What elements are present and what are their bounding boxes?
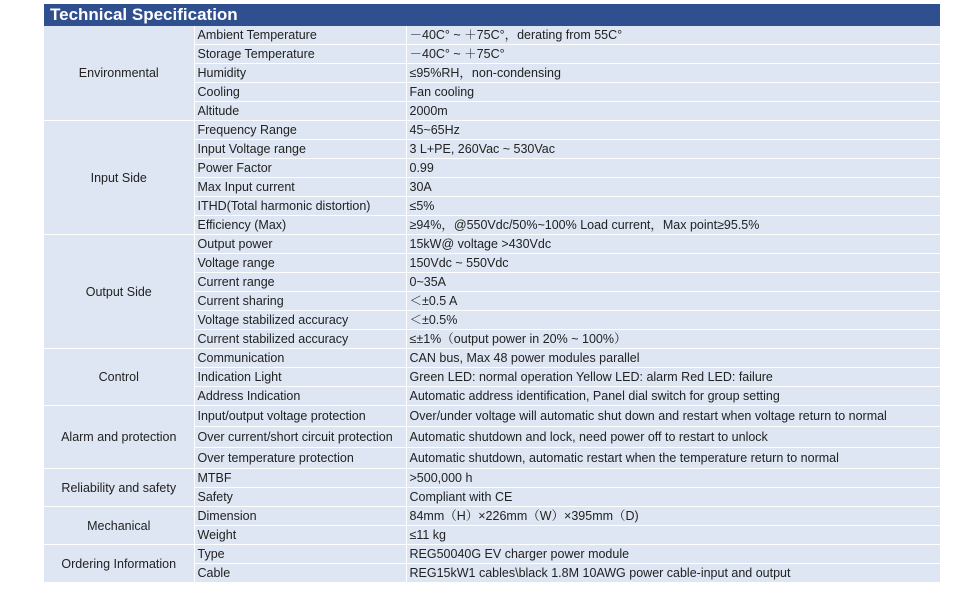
param-cell: Type xyxy=(194,545,406,564)
value-cell: ＜±0.5% xyxy=(406,311,940,330)
value-cell: 150Vdc ~ 550Vdc xyxy=(406,254,940,273)
param-cell: Power Factor xyxy=(194,159,406,178)
value-cell: REG50040G EV charger power module xyxy=(406,545,940,564)
param-cell: Current range xyxy=(194,273,406,292)
group-label: Output Side xyxy=(44,235,194,349)
table-row xyxy=(44,26,940,45)
table-row xyxy=(44,121,940,140)
param-cell: Efficiency (Max) xyxy=(194,216,406,235)
group-label: Ordering Information xyxy=(44,545,194,583)
value-cell: REG15kW1 cables\black 1.8M 10AWG power cable-input and output xyxy=(406,564,940,583)
value-cell: Automatic address identification, Panel dial switch for group setting xyxy=(406,387,940,406)
param-cell: Altitude xyxy=(194,102,406,121)
param-cell: MTBF xyxy=(194,469,406,488)
value-cell: 0~35A xyxy=(406,273,940,292)
value-cell: 3 L+PE, 260Vac ~ 530Vac xyxy=(406,140,940,159)
value-cell: 30A xyxy=(406,178,940,197)
value-cell: ≤5% xyxy=(406,197,940,216)
param-cell: Cable xyxy=(194,564,406,583)
table-row xyxy=(44,507,940,526)
value-cell: －40C° ~ ＋75C° xyxy=(406,45,940,64)
value-cell: ≤11 kg xyxy=(406,526,940,545)
group-label: Input Side xyxy=(44,121,194,235)
value-cell: Over/under voltage will automatic shut down and restart when voltage return to normal xyxy=(406,406,940,427)
param-cell: Humidity xyxy=(194,64,406,83)
spec-table-body xyxy=(44,26,940,583)
table-row xyxy=(44,349,940,368)
param-cell: Voltage range xyxy=(194,254,406,273)
param-cell: Current sharing xyxy=(194,292,406,311)
param-cell: Weight xyxy=(194,526,406,545)
param-cell: Current stabilized accuracy xyxy=(194,330,406,349)
group-label: Alarm and protection xyxy=(44,406,194,469)
param-cell: ITHD(Total harmonic distortion) xyxy=(194,197,406,216)
value-cell: Automatic shutdown, automatic restart when the temperature return to normal xyxy=(406,448,940,469)
param-cell: Voltage stabilized accuracy xyxy=(194,311,406,330)
param-cell: Over current/short circuit protection xyxy=(194,427,406,448)
param-cell: Frequency Range xyxy=(194,121,406,140)
table-row xyxy=(44,469,940,488)
value-cell: ≤95%RH，non-condensing xyxy=(406,64,940,83)
param-cell: Address Indication xyxy=(194,387,406,406)
table-row xyxy=(44,406,940,427)
group-label: Mechanical xyxy=(44,507,194,545)
value-cell: 45~65Hz xyxy=(406,121,940,140)
param-cell: Input/output voltage protection xyxy=(194,406,406,427)
value-cell: Fan cooling xyxy=(406,83,940,102)
page-title: Technical Specification xyxy=(44,4,940,26)
param-cell: Indication Light xyxy=(194,368,406,387)
param-cell: Output power xyxy=(194,235,406,254)
value-cell: 84mm（H）×226mm（W）×395mm（D) xyxy=(406,507,940,526)
table-row xyxy=(44,545,940,564)
table-row xyxy=(44,235,940,254)
value-cell: CAN bus, Max 48 power modules parallel xyxy=(406,349,940,368)
value-cell: －40C° ~ ＋75C°，derating from 55C° xyxy=(406,26,940,45)
param-cell: Over temperature protection xyxy=(194,448,406,469)
group-label: Reliability and safety xyxy=(44,469,194,507)
value-cell: ≤±1%（output power in 20% ~ 100%） xyxy=(406,330,940,349)
value-cell: Compliant with CE xyxy=(406,488,940,507)
value-cell: Automatic shutdown and lock, need power off to restart to unlock xyxy=(406,427,940,448)
param-cell: Storage Temperature xyxy=(194,45,406,64)
param-cell: Max Input current xyxy=(194,178,406,197)
spec-table xyxy=(44,26,940,583)
value-cell: ≥94%，@550Vdc/50%~100% Load current，Max point≥95.5% xyxy=(406,216,940,235)
value-cell: 0.99 xyxy=(406,159,940,178)
value-cell: ＜±0.5 A xyxy=(406,292,940,311)
value-cell: 2000m xyxy=(406,102,940,121)
param-cell: Safety xyxy=(194,488,406,507)
group-label: Control xyxy=(44,349,194,406)
param-cell: Input Voltage range xyxy=(194,140,406,159)
spec-sheet xyxy=(44,4,940,583)
value-cell: 15kW@ voltage >430Vdc xyxy=(406,235,940,254)
value-cell: Green LED: normal operation Yellow LED: alarm Red LED: failure xyxy=(406,368,940,387)
param-cell: Dimension xyxy=(194,507,406,526)
param-cell: Communication xyxy=(194,349,406,368)
param-cell: Ambient Temperature xyxy=(194,26,406,45)
value-cell: >500,000 h xyxy=(406,469,940,488)
group-label: Environmental xyxy=(44,26,194,121)
param-cell: Cooling xyxy=(194,83,406,102)
